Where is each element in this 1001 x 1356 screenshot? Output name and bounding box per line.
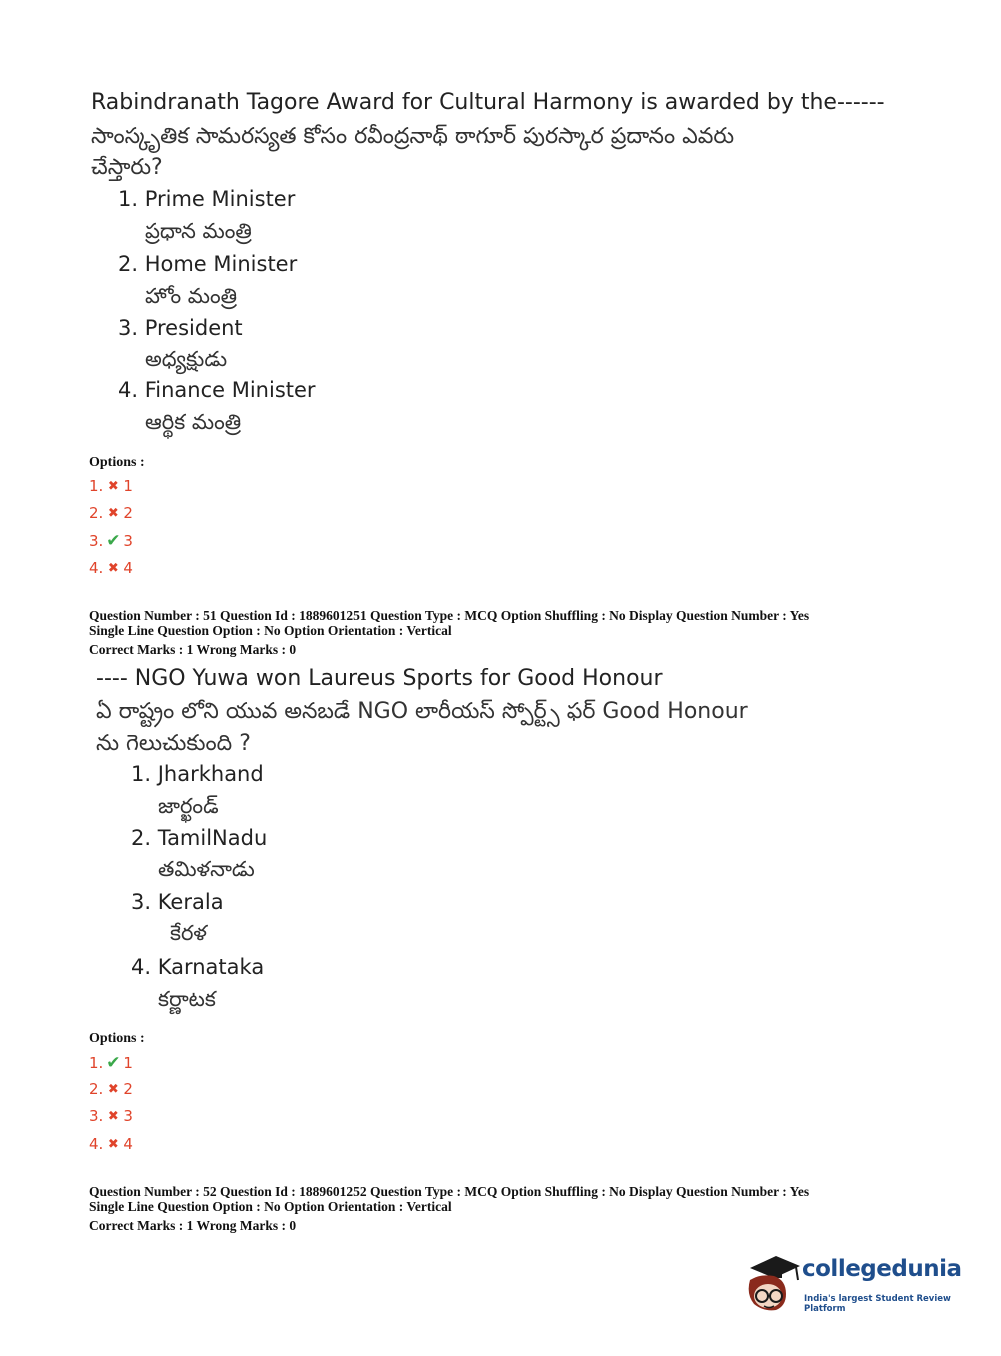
- q51-choice-1-en: 1. Jharkhand: [131, 762, 264, 786]
- answer-value: 3: [123, 1107, 133, 1125]
- q51-choice-3-te: కేరళ: [170, 921, 207, 945]
- answer-value: 4: [123, 559, 133, 577]
- answer-number: 2.: [89, 504, 104, 522]
- answer-number: 3.: [89, 1107, 104, 1125]
- q50-answer-3: [89, 531, 133, 551]
- answer-value: 3: [123, 532, 133, 550]
- q51-meta-line3: Correct Marks : 1 Wrong Marks : 0: [89, 642, 297, 657]
- q50-answer-2: [89, 504, 133, 522]
- q50-choice-2-te: హోం మంత్రి: [145, 284, 238, 308]
- q50-choice-4-en: 4. Finance Minister: [118, 378, 316, 402]
- q51-choice-1-te: జార్ఖండ్: [158, 794, 219, 818]
- q50-choice-1-te: ప్రధాన మంత్రి: [145, 219, 252, 243]
- answer-number: 3.: [89, 532, 104, 550]
- cross-icon: ✖: [107, 560, 119, 576]
- q50-choice-3-te: అధ్యక్షుడు: [145, 347, 228, 371]
- answer-value: 1: [123, 1054, 133, 1072]
- cross-icon: ✖: [107, 1136, 119, 1152]
- q51-choice-3-en: 3. Kerala: [131, 890, 224, 914]
- answer-value: 4: [123, 1135, 133, 1153]
- q51-meta-line2: Single Line Question Option : No Option Orientation : Vertical: [89, 623, 452, 638]
- answer-number: 1.: [89, 1054, 104, 1072]
- question-51-text-te-line2: ను గెలుచుకుంది ?: [96, 731, 251, 756]
- q50-choice-3-en: 3. President: [118, 316, 243, 340]
- q51-meta-line1: Question Number : 51 Question Id : 1889601251 Question Type : MCQ Option Shuffling : No Display Question Number : Yes: [89, 608, 810, 623]
- q51-choice-4-te: కర్ణాటక: [158, 987, 216, 1011]
- q50-choice-1-en: 1. Prime Minister: [118, 187, 296, 211]
- q51-choice-2-en: 2. TamilNadu: [131, 826, 268, 850]
- cross-icon: ✖: [107, 478, 119, 494]
- question-51-text-te-line1: ఏ రాష్ట్రం లోని యువ అనబడే NGO లారీయస్ స్పోర్ట్స్ ఫర్ Good Honour: [96, 699, 748, 724]
- q50-choice-4-te: ఆర్థిక మంత్రి: [145, 410, 242, 434]
- answer-number: 2.: [89, 1080, 104, 1098]
- answer-value: 1: [123, 477, 133, 495]
- q51-answer-3: [89, 1107, 133, 1125]
- mascot-icon: [742, 1250, 802, 1316]
- q50-answer-1: [89, 477, 133, 495]
- answer-number: 4.: [89, 559, 104, 577]
- q51-choice-4-en: 4. Karnataka: [131, 955, 265, 979]
- logo-tagline: India's largest Student Review Platform: [804, 1294, 951, 1314]
- collegedunia-logo: [742, 1250, 972, 1320]
- answer-number: 1.: [89, 477, 104, 495]
- check-icon: ✔: [106, 531, 121, 551]
- cross-icon: ✖: [107, 1081, 119, 1097]
- answer-number: 4.: [89, 1135, 104, 1153]
- q50-answer-4: [89, 559, 133, 577]
- q52-meta-line2: Single Line Question Option : No Option Orientation : Vertical: [89, 1199, 452, 1214]
- question-50-text-te-line1: సాంస్కృతిక సామరస్యత కోసం రవీంద్రనాథ్ ఠాగూర్ పురస్కార ప్రదానం ఎవరు: [91, 124, 735, 149]
- q51-answer-2: [89, 1080, 133, 1098]
- question-51-text-en: ---- NGO Yuwa won Laureus Sports for Good Honour: [96, 666, 663, 691]
- q52-meta-line3: Correct Marks : 1 Wrong Marks : 0: [89, 1218, 297, 1233]
- q51-options-label: Options :: [89, 1031, 145, 1046]
- q51-answer-4: [89, 1135, 133, 1153]
- q51-answer-1: [89, 1053, 133, 1073]
- q51-choice-2-te: తమిళనాడు: [158, 857, 255, 881]
- q52-meta-line1: Question Number : 52 Question Id : 1889601252 Question Type : MCQ Option Shuffling : No Display Question Number : Yes: [89, 1184, 810, 1199]
- question-50-text-en: Rabindranath Tagore Award for Cultural Harmony is awarded by the------: [91, 90, 885, 115]
- cross-icon: ✖: [107, 505, 119, 521]
- q50-choice-2-en: 2. Home Minister: [118, 252, 298, 276]
- check-icon: ✔: [106, 1053, 121, 1073]
- question-50-text-te-line2: చేస్తారు?: [91, 155, 163, 180]
- answer-value: 2: [123, 1080, 133, 1098]
- answer-value: 2: [123, 504, 133, 522]
- logo-wordmark: collegedunia: [802, 1256, 962, 1282]
- q50-options-label: Options :: [89, 455, 145, 470]
- cross-icon: ✖: [107, 1108, 119, 1124]
